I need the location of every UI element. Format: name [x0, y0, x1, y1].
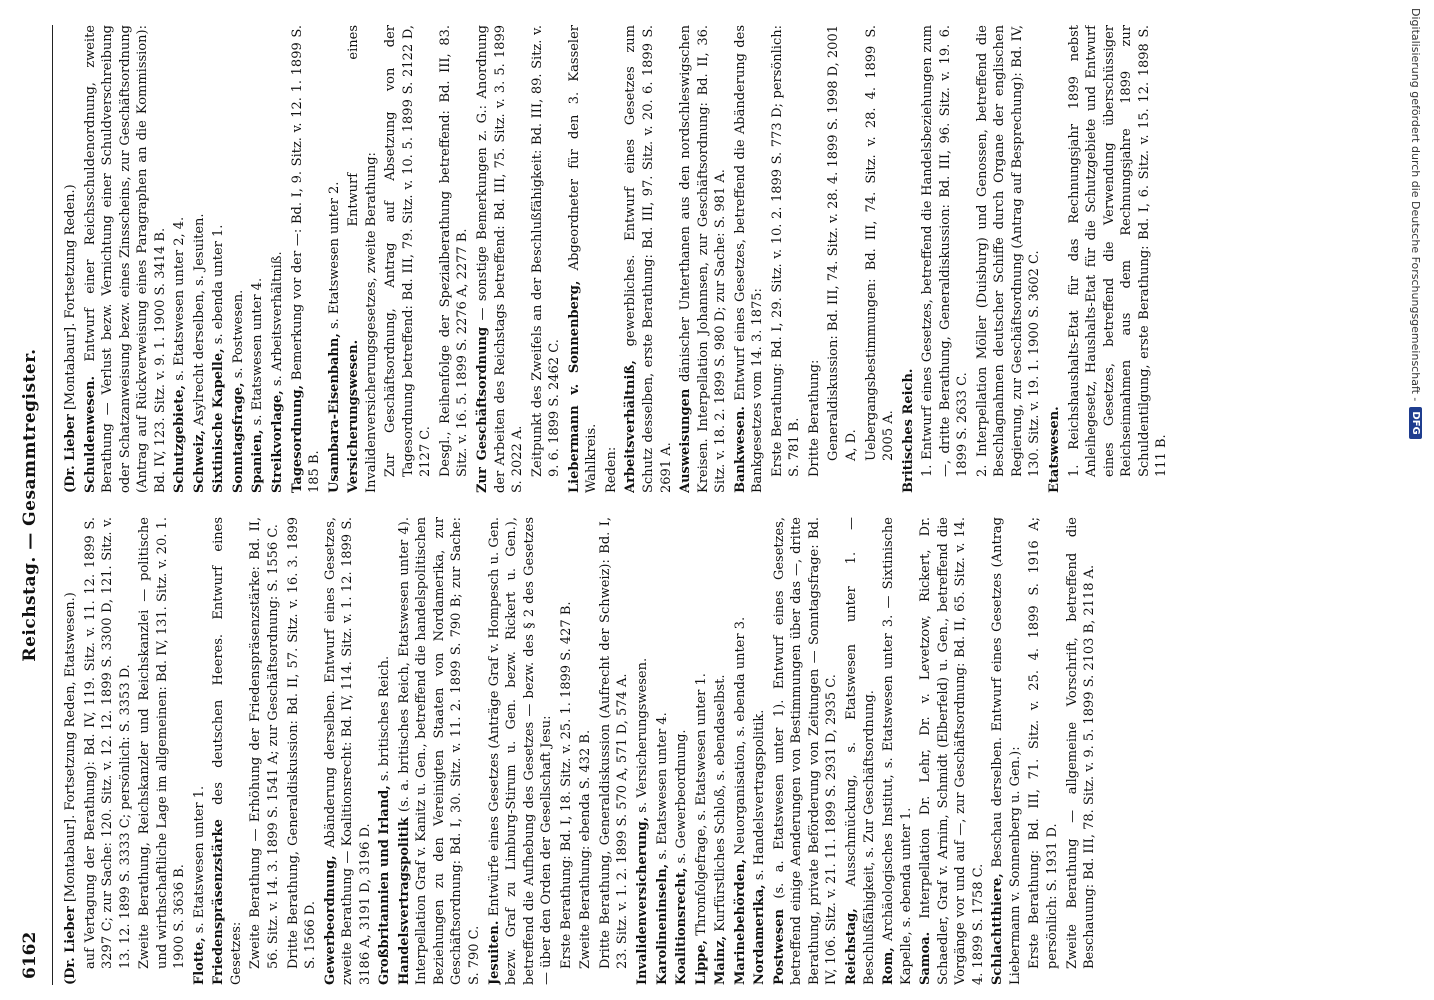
register-entry	[1026, 517, 1061, 985]
register-entry	[732, 25, 767, 493]
entry-text: Bemerkung vor der —: Bd. I, 9. Sitz. v. 12. 1. 1899 S. 185 B.	[289, 25, 323, 493]
entry-text: Erste Berathung: Bd. I, 29. Sitz. v. 10. 2. 1899 S. 773 D; persönlich: S. 781 B.	[769, 25, 803, 477]
register-entry	[1046, 25, 1064, 493]
entry-text: [Montabaur]. Fortsetzung Reden.)	[63, 184, 78, 415]
entry-keyword: Schlachtthiere,	[990, 873, 1006, 985]
register-entry	[989, 517, 1024, 985]
entry-text: s. Gewerbeordnung.	[674, 729, 690, 868]
entry-text: s. Postwesen.	[230, 289, 246, 383]
entry-keyword: Gewerbeordnung,	[322, 855, 338, 985]
register-entry	[806, 25, 824, 493]
entry-text: Thronfolgefrage, s. Etatswesen unter 1.	[693, 673, 709, 940]
register-entry	[289, 25, 324, 493]
entry-text: s. Etatswesen unter 2.	[326, 181, 342, 334]
entry-keyword: Sonntagsfrage,	[230, 382, 246, 493]
entry-keyword: Postwesen	[771, 909, 787, 985]
register-entry	[376, 517, 394, 985]
register-entry	[82, 517, 135, 985]
entry-text: — sonstige Bemerkungen z. G.: Anordnung der Arbeiten des Reichstags betreffend: Bd. III, 75. Sitz. v. 3. 5. 1899 S. 2022 A.	[475, 25, 526, 493]
entry-keyword: Streikvorlage,	[270, 390, 286, 493]
register-entry	[771, 517, 841, 985]
entry-text: s. Versicherungswesen.	[634, 657, 650, 817]
entry-keyword: Schweiz,	[191, 429, 207, 493]
entry-text: Dritte Berathung:	[806, 359, 822, 477]
register-entry	[1066, 25, 1171, 493]
entry-text: 2. Interpellation Möller (Duisburg) und Genossen, betreffend die Beschlagnahmen deutscher Schiffe durch Organe der englischen Regierung, zur Geschäftsordnung (Antrag auf Besprechung): Bd. IV, 130. Sitz. v. 19. 1. 1900 S. 3602 C.	[974, 25, 1043, 477]
register-column-left	[62, 517, 1392, 985]
entry-keyword: Samoa.	[918, 931, 934, 985]
register-entry	[677, 25, 730, 493]
entry-text: Dritte Berathung, Generaldiskussion (Aufrecht der Schweiz): Bd. I, 23. Sitz. v. 1. 2. 1899 S. 570 A, 571 D, 574 A.	[597, 517, 631, 969]
entry-keyword: Lippe,	[693, 939, 709, 985]
digitization-credit	[1406, 8, 1426, 978]
register-entry	[382, 25, 435, 493]
register-entry	[917, 517, 987, 985]
entry-keyword: Bankwesen.	[732, 406, 748, 493]
entry-text: Erste Berathung: Bd. I, 18. Sitz. v. 25. 1. 1899 S. 427 B.	[558, 601, 574, 969]
register-entry	[191, 25, 209, 493]
register-entry	[326, 25, 344, 493]
entry-text: Entwürfe eines Gesetzes (Anträge Graf v. Hompesch u. Gen. bezw. Graf zu Limburg-Stirum u. Gen. bezw. Rickert u. Gen.), betreffend die Aufhebung des Gesetzes — bezw. des § 2 des Gesetzes — über den Orden der Gesellschaft Jesu:	[486, 517, 555, 985]
entry-keyword: Ausweisungen	[678, 388, 694, 493]
entry-keyword: Liebermann v. Sonnenberg,	[566, 280, 582, 493]
register-entry	[825, 25, 860, 493]
register-entry	[900, 25, 918, 493]
register-entry	[249, 25, 267, 493]
entry-keyword: Versicherungswesen.	[346, 339, 362, 493]
register-entry	[577, 517, 595, 985]
register-columns	[62, 25, 1392, 985]
entry-text: Abänderung derselben. Entwurf eines Gesetzes, zweite Berathung — Koalitionsrecht: Bd. IV, 114. Sitz. v. 1. 12. 1899 S. 3186 A, 3191 D, 3196 D.	[322, 517, 373, 985]
register-entry	[396, 517, 484, 985]
entry-text: Zweite Berathung — Erhöhung der Friedenspräsenzstärke: Bd. II, 56. Sitz. v. 14. 3. 1899 S. 1541 A; zur Geschäftsordnung: S. 1556 C.	[248, 517, 282, 969]
register-entry	[474, 25, 527, 493]
entry-text: Erste Berathung: Bd. III, 71. Sitz. v. 25. 4. 1899 S. 1916 A; persönlich: S. 1931 D.	[1027, 517, 1060, 969]
entry-text: Archäologisches Institut, s. Etatswesen unter 3. — Sixtinische Kapelle, s. ebenda unter 1.	[881, 517, 914, 985]
entry-keyword: Etatswesen.	[1046, 406, 1062, 493]
entry-text: s. Etatswesen unter 1.	[191, 785, 207, 938]
entry-keyword: Arbeitsverhältniß,	[623, 360, 639, 493]
entry-keyword: Nordamerika,	[752, 884, 768, 985]
entry-text: gewerbliches. Entwurf eines Gesetzes zum Schutz desselben, erste Berathung: Bd. III, 97. Sitz. v. 20. 6. 1899 S. 2691 A.	[623, 25, 674, 493]
running-title: Reichstag. — Gesammtregister.	[20, 348, 40, 662]
register-entry	[171, 25, 189, 493]
register-entry	[1064, 517, 1099, 985]
entry-text: Generaldiskussion: Bd. III, 74. Sitz. v. 28. 4. 1899 S. 1998 D, 2001 A, D.	[826, 25, 859, 461]
entry-text: s. Arbeitsverhältniß.	[270, 251, 286, 391]
register-entry	[191, 517, 209, 985]
entry-text: s. Handelsvertragspolitik.	[752, 709, 768, 885]
entry-text: Zweite Berathung, Reichskanzler und Reichskanzlei — politische und wirthschaftliche Lage im allgemeinen: Bd. IV, 131. Sitz. v. 20. 1. 1900 S. 3636 B.	[137, 517, 188, 969]
entry-text: Kurfürstliches Schloß, s. ebendaselbst.	[713, 674, 729, 936]
register-entry	[751, 517, 769, 985]
entry-text: Ausschmückung, s. Etatswesen unter 1. — Beschlußfähigkeit, s. Zur Geschäftsordnung.	[843, 517, 877, 985]
entry-text: Entwurf einer Reichsschuldenordnung, zweite Berathung — Verlust bezw. Vernichtung einer Schuldverschreibung oder Schatzanweisung bezw. eines Zinsscheins, zur Geschäftsordnung (Antrag auf Rückverweisung eines Paragraphen an die Kommission): Bd. IV, 123. Sitz. v. 9. 1. 1900 S. 3414 B.	[82, 25, 168, 493]
rotated-register-page	[12, 25, 1412, 985]
entry-text: dänischer Unterthanen aus den nordschleswigschen Kreisen. Interpellation Johannsen, zur Geschäftsordnung: Bd. II, 36. Sitz. v. 18. 2. 1899 S. 980 D; zur Sache: S. 981 A.	[678, 25, 729, 493]
entry-keyword: Schuldenwesen.	[82, 376, 98, 493]
register-entry	[62, 25, 80, 493]
entry-keyword: Handelsvertragspolitik	[396, 817, 412, 985]
dfg-logo: DFG	[1410, 407, 1423, 438]
entry-text: (s. a. britisches Reich, Etatswesen unter 4). Interpellation Graf v. Kanitz u. Gen., betreffend die handelspolitischen Beziehungen zu den Vereinigten Staaten von Nordamerika, zur Geschäftsordnung: Bd. I, 30. Sitz. v. 11. 2. 1899 S. 790 B; zur Sache: S. 790 C.	[396, 517, 483, 985]
entry-text: des deutschen Heeres. Entwurf eines Gesetzes:	[211, 517, 244, 985]
entry-keyword: Karolineninseln,	[654, 863, 670, 985]
entry-text: s. ebenda unter 1.	[211, 224, 227, 349]
entry-keyword: Spanien,	[250, 429, 266, 493]
entry-keyword: Flotte,	[191, 937, 207, 985]
entry-text: Neuorganisation, s. ebenda unter 3.	[732, 616, 748, 859]
register-entry	[62, 517, 80, 985]
page-header	[12, 25, 53, 985]
register-entry	[974, 25, 1044, 493]
register-entry	[919, 25, 972, 493]
entry-keyword: Marinebehörden,	[732, 859, 748, 985]
entry-text: (s. a. Etatswesen unter 1). Entwurf eines Gesetzes, betreffend einige Aenderungen von Bestimmungen über das —, dritte Berathung, private Beförderung von Zeitungen — Sonntagsfrage: Bd. IV, 106. Sitz. v. 21. 11. 1899 S. 2931 D, 2935 C.	[771, 517, 840, 985]
entry-keyword: Koalitionsrecht,	[674, 867, 690, 985]
entry-keyword: Usambara-Eisenbahn,	[326, 333, 342, 493]
entry-text: Zur Geschäftsordnung, Antrag auf Absetzung von der Tagesordnung betreffend: Bd. III, 79. Sitz. v. 10. 5. 1899 S. 2122 D, 2127 C.	[383, 25, 434, 477]
register-entry	[486, 517, 556, 985]
register-entry	[210, 517, 245, 985]
register-entry	[634, 517, 652, 985]
entry-text: auf Vertagung der Berathung): Bd. IV, 119. Sitz. v. 11. 12. 1899 S. 3297 C; zur Sache: 120. Sitz. v. 12. 12. 1899 S. 3300 D, 121. Sitz. v. 13. 12. 1899 S. 3333 C; persönlich: S. 3353 D.	[82, 517, 133, 969]
entry-text: s. Etatswesen unter 2, 4.	[172, 216, 188, 385]
entry-text: Beschau derselben. Entwurf eines Gesetzes (Antrag Liebermann v. Sonnenberg u. Gen.):	[990, 517, 1023, 985]
entry-keyword: Großbritannien und Irland,	[377, 785, 393, 985]
register-entry	[230, 25, 248, 493]
register-entry	[732, 517, 750, 985]
register-entry	[529, 25, 564, 493]
register-column-right	[62, 25, 1392, 493]
register-entry	[345, 25, 380, 493]
entry-keyword: Rom,	[881, 947, 897, 985]
register-entry	[622, 25, 675, 493]
entry-text: Zweite Berathung: ebenda S. 432 B.	[578, 729, 594, 969]
digitization-credit-text: Digitalisierung gefördert durch die Deutsche Forschungsgemeinschaft -	[1409, 8, 1423, 402]
register-entry	[769, 25, 804, 493]
register-entry	[136, 517, 189, 985]
entry-keyword: Britisches Reich.	[900, 368, 916, 493]
entry-keyword: Tagesordnung,	[289, 384, 305, 493]
digitization-credit-strip	[1404, 8, 1428, 992]
register-entry	[880, 517, 915, 985]
entry-text: Dritte Berathung, Generaldiskussion: Bd. II, 57. Sitz. v. 16. 3. 1899 S. 1566 D.	[285, 517, 319, 969]
entry-text: Zweite Berathung — allgemeine Vorschrift, betreffend die Beschauung: Bd. III, 78. Sitz. v. 9. 5. 1899 S. 2103 B, 2118 A.	[1064, 517, 1098, 969]
entry-keyword: Reichstag,	[843, 908, 859, 985]
register-entry	[566, 25, 601, 493]
entry-text: s. Etatswesen unter 4.	[654, 712, 670, 864]
page-number: 6162	[20, 931, 40, 979]
register-entry	[437, 25, 472, 493]
entry-text: Interpellation Dr. Lehr, Dr. v. Levetzow, Rickert, Dr. Schaedler, Graf v. Arnim, Schmidt (Elberfeld) u. Gen., betreffend die Vorgänge vor und auf —, zur Geschäftsordnung: Bd. II, 65. Sitz. v. 14. 4. 1899 S. 1758 C.	[918, 517, 986, 985]
register-entry	[322, 517, 375, 985]
entry-keyword: Mainz,	[713, 935, 729, 985]
entry-keyword: Zur Geschäftsordnung	[475, 326, 491, 493]
entry-text: Desgl., Reihenfolge der Spezialberathung betreffend: Bd. III, 83. Sitz. v. 16. 5. 1899 S. 2276 A, 2277 B.	[437, 25, 471, 477]
register-entry	[673, 517, 691, 985]
entry-text: s. britisches Reich.	[377, 655, 393, 786]
entry-text: Entwurf eines Invalidenversicherungsgesetzes, zweite Berathung:	[346, 25, 379, 493]
entry-text: 1. Reichshaushalts-Etat für das Rechnungsjahr 1899 nebst Anleihegesetz, Haushalts-Etat für die Schutzgebiete und Entwurf eines Gesetzes, betreffend die Verwendung überschüssiger Reichseinnahmen aus dem Rechnungsjahre 1899 zur Schuldentilgung, erste Berathung: Bd. I, 6. Sitz. v. 15. 12. 1898 S. 111 B.	[1066, 25, 1170, 477]
register-entry	[843, 517, 878, 985]
register-entry	[210, 25, 228, 493]
entry-text: Reden:	[603, 446, 619, 493]
entry-keyword: (Dr. Lieber	[63, 906, 78, 985]
entry-keyword: Invalidenversicherung,	[634, 816, 650, 985]
entry-text: Uebergangsbestimmungen: Bd. III, 74. Sitz. v. 28. 4. 1899 S. 2005 A.	[863, 25, 897, 461]
register-entry	[269, 25, 287, 493]
entry-text: Asylrecht derselben, s. Jesuiten.	[191, 213, 207, 430]
register-entry	[285, 517, 320, 985]
entry-keyword: (Dr. Lieber	[63, 414, 78, 493]
entry-text: Entwurf eines Gesetzes, betreffend die Abänderung des Bankgesetzes vom 14. 3. 1875:	[732, 25, 766, 493]
entry-keyword: Friedenspräsenzstärke	[211, 819, 227, 985]
register-entry	[597, 517, 632, 985]
entry-text: Abgeordneter für den 3. Kasseler Wahlkreis.	[566, 25, 600, 493]
entry-text: Zeitpunkt des Zweifels an der Beschlußfähigkeit: Bd. III, 89. Sitz. v. 9. 6. 1899 S. 2462 C.	[529, 25, 563, 477]
entry-keyword: Sixtinische Kapelle,	[211, 348, 227, 493]
entry-text: [Montabaur]. Fortsetzung Reden, Etatswesen.)	[63, 592, 78, 907]
register-entry	[558, 517, 576, 985]
register-entry	[603, 25, 621, 493]
register-entry	[712, 517, 730, 985]
entry-text: s. Etatswesen unter 4.	[250, 277, 266, 430]
entry-keyword: Schutzgebiete,	[172, 384, 188, 493]
register-entry	[82, 25, 170, 493]
register-entry	[693, 517, 711, 985]
register-entry	[863, 25, 898, 493]
register-entry	[247, 517, 282, 985]
entry-text: 1. Entwurf eines Gesetzes, betreffend die Handelsbeziehungen zum —, dritte Berathung, Generaldiskussion: Bd. III, 96. Sitz. v. 19. 6. 1899 S. 2633 C.	[920, 25, 971, 477]
entry-keyword: Jesuiten.	[486, 920, 502, 985]
register-entry	[654, 517, 672, 985]
